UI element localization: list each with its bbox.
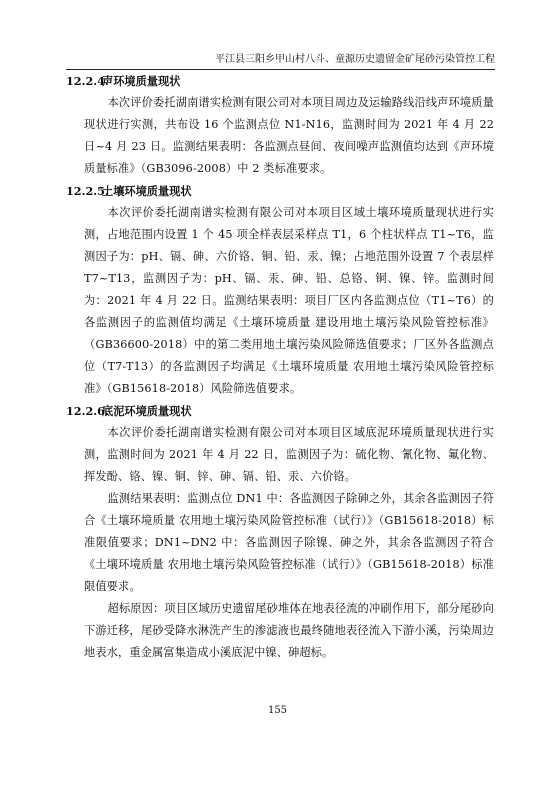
section-number: 12.2.4. bbox=[66, 74, 109, 88]
section-number: 12.2.6. bbox=[66, 404, 109, 418]
section-title: 底泥环境质量现状 bbox=[102, 404, 192, 418]
paragraph: 本次评价委托湖南谱实检测有限公司对本项目区域土壤环境质量现状进行实测，占地范围内设置 1 个 45 项全样表层采样点 T1，6 个柱状样点 T1~T6，监测因子为：pH、镉、砷、六价铬、铜、铅、汞、镍；占地范围外设置 7 个表层样 T7~T13，监测因子为：pH、镉、汞、砷、铅、总铬、铜、镍、锌。监测时间为：2021 年 4 月 22 日。监测结果表明：项目厂区内各监测点位（T1~T6）的各监测因子的监测值均满足《土壤环境质量 建设用地土壤污染风险管控标准》（GB36600-2018）中的第二类用地土壤污染风险筛选值要求；厂区外各监测点位（T7-T13）的各监测因子均满足《土壤环境质量 农用地土壤污染风险管控标准》（GB15618-2018）风险筛选值要求。 bbox=[84, 206, 494, 395]
page-header bbox=[66, 50, 495, 70]
paragraph: 本次评价委托湖南谱实检测有限公司对本项目区域底泥环境质量现状进行实测，监测时间为 2021 年 4 月 22 日，监测因子为：硫化物、氰化物、氟化物、挥发酚、铬、镍、铜、锌、砷、镉、铅、汞、六价铬。 bbox=[84, 426, 494, 483]
section-number: 12.2.5. bbox=[66, 184, 109, 198]
section-title: 土壤环境质量现状 bbox=[102, 184, 192, 198]
paragraph: 本次评价委托湖南谱实检测有限公司对本项目周边及运输路线沿线声环境质量现状进行实测，共布设 16 个监测点位 N1-N16，监测时间为 2021 年 4 月 22 日~4 月 23 日。监测结果表明：各监测点昼间、夜间噪声监测值均达到《声环境质量标准》（GB3096-2008）中 2 类标准要求。 bbox=[84, 96, 494, 175]
section-title: 声环境质量现状 bbox=[102, 74, 181, 88]
section-heading-sediment bbox=[66, 400, 494, 422]
paragraph: 超标原因：项目区域历史遗留尾砂堆体在地表径流的冲刷作用下，部分尾砂向下游迁移，尾砂受降水淋洗产生的渗滤液也最终随地表径流入下游小溪，污染周边地表水，重金属富集造成小溪底泥中镍、砷超标。 bbox=[84, 602, 494, 659]
paragraph: 监测结果表明：监测点位 DN1 中：各监测因子除砷之外，其余各监测因子符合《土壤环境质量 农用地土壤污染风险管控标准（试行）》（GB15618-2018）标准限值要求；DN1~DN2 中：各监测因子除镍、砷之外，其余各监测因子符合《土壤环境质量 农用地土壤污染风险管控标准（试行）》（GB15618-2018）标准限值要求。 bbox=[84, 492, 494, 593]
header-title: 平江县三阳乡甲山村八斗、童源历史遗留金矿尾砂污染管控工程 bbox=[215, 54, 495, 65]
section-heading-noise bbox=[66, 70, 494, 92]
document-body bbox=[66, 70, 494, 664]
section-heading-soil bbox=[66, 180, 494, 202]
page-number: 155 bbox=[267, 705, 288, 716]
